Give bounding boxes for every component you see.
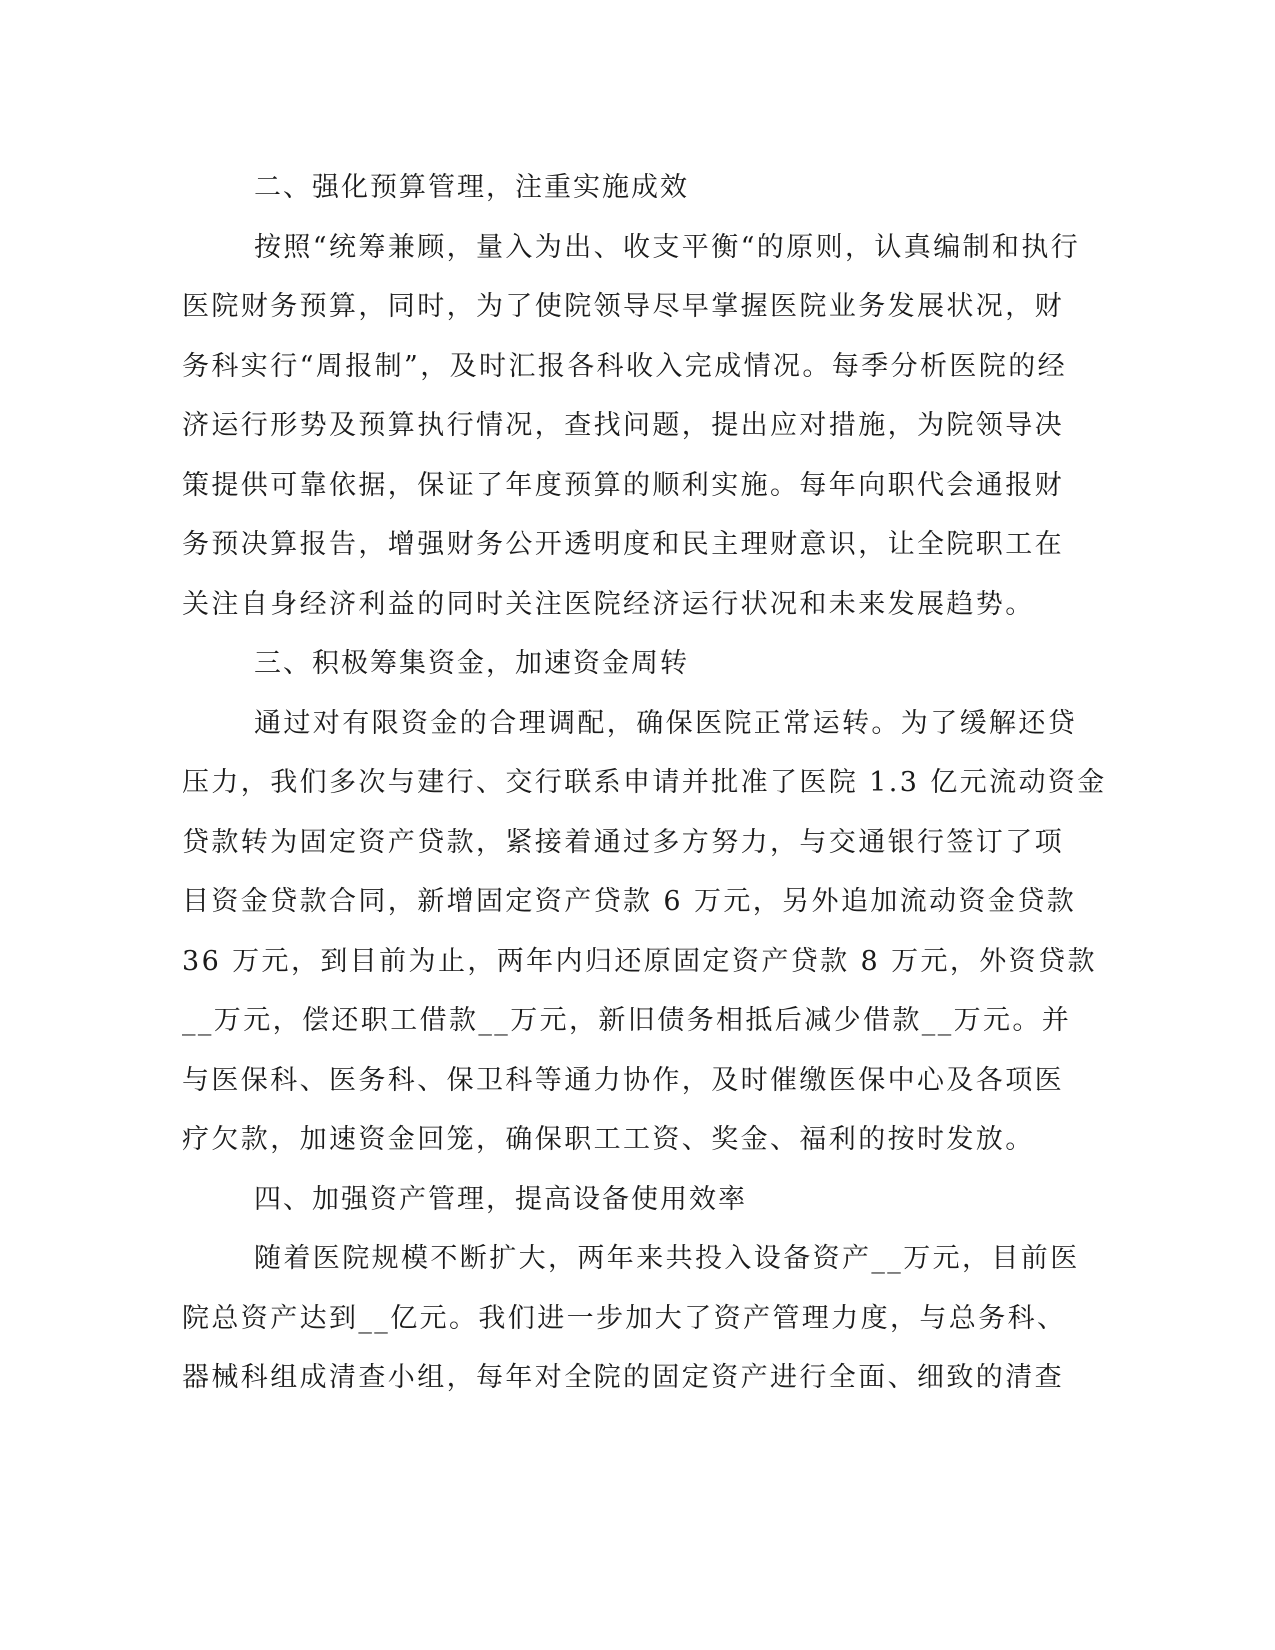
section-heading-assets: 四、加强资产管理，提高设备使用效率 [254, 1183, 747, 1215]
paragraph-line: 医院财务预算，同时，为了使院领导尽早掌握医院业务发展状况，财 [182, 291, 1064, 322]
paragraph-line: 与医保科、医务科、保卫科等通力协作，及时催缴医保中心及各项医 [182, 1064, 1064, 1096]
paragraph-line: 关注自身经济利益的同时关注医院经济运行状况和未来发展趋势。 [182, 588, 1035, 620]
section-heading-budget: 二、强化预算管理，注重实施成效 [254, 172, 689, 203]
paragraph-line: 院总资产达到__亿元。我们进一步加大了资产管理力度，与总务科、 [182, 1302, 1067, 1334]
paragraph-line: 器械科组成清查小组，每年对全院的固定资产进行全面、细致的清查 [182, 1362, 1064, 1393]
paragraph-line: 济运行形势及预算执行情况，查找问题，提出应对措施，为院领导决 [182, 410, 1064, 441]
document-body [182, 158, 1107, 1408]
paragraph-line: 36 万元，到目前为止，两年内归还原固定资产贷款 8 万元，外资贷款 [182, 945, 1097, 977]
paragraph-line: 按照“统筹兼顾，量入为出、收支平衡“的原则，认真编制和执行 [254, 231, 1081, 263]
paragraph-line: 务科实行“周报制”，及时汇报各科收入完成情况。每季分析医院的经 [182, 350, 1068, 382]
paragraph-line: 策提供可靠依据，保证了年度预算的顺利实施。每年向职代会通报财 [182, 469, 1064, 501]
paragraph-line: 疗欠款，加速资金回笼，确保职工工资、奖金、福利的按时发放。 [182, 1124, 1035, 1155]
paragraph-line: 压力，我们多次与建行、交行联系申请并批准了医院 1.3 亿元流动资金 [182, 767, 1107, 798]
paragraph-line: 贷款转为固定资产贷款，紧接着通过多方努力，与交通银行签订了项 [182, 826, 1064, 858]
paragraph-line: 目资金贷款合同，新增固定资产贷款 6 万元，另外追加流动资金贷款 [182, 886, 1077, 917]
paragraph-line: 务预决算报告，增强财务公开透明度和民主理财意识，让全院职工在 [182, 529, 1064, 560]
paragraph-line: 通过对有限资金的合理调配，确保医院正常运转。为了缓解还贷 [254, 707, 1078, 739]
section-heading-funds: 三、积极筹集资金，加速资金周转 [254, 648, 689, 679]
paragraph-line: __万元，偿还职工借款__万元，新旧债务相抵后减少借款__万元。并 [182, 1005, 1072, 1036]
paragraph-line: 随着医院规模不断扩大，两年来共投入设备资产__万元，目前医 [254, 1243, 1080, 1274]
